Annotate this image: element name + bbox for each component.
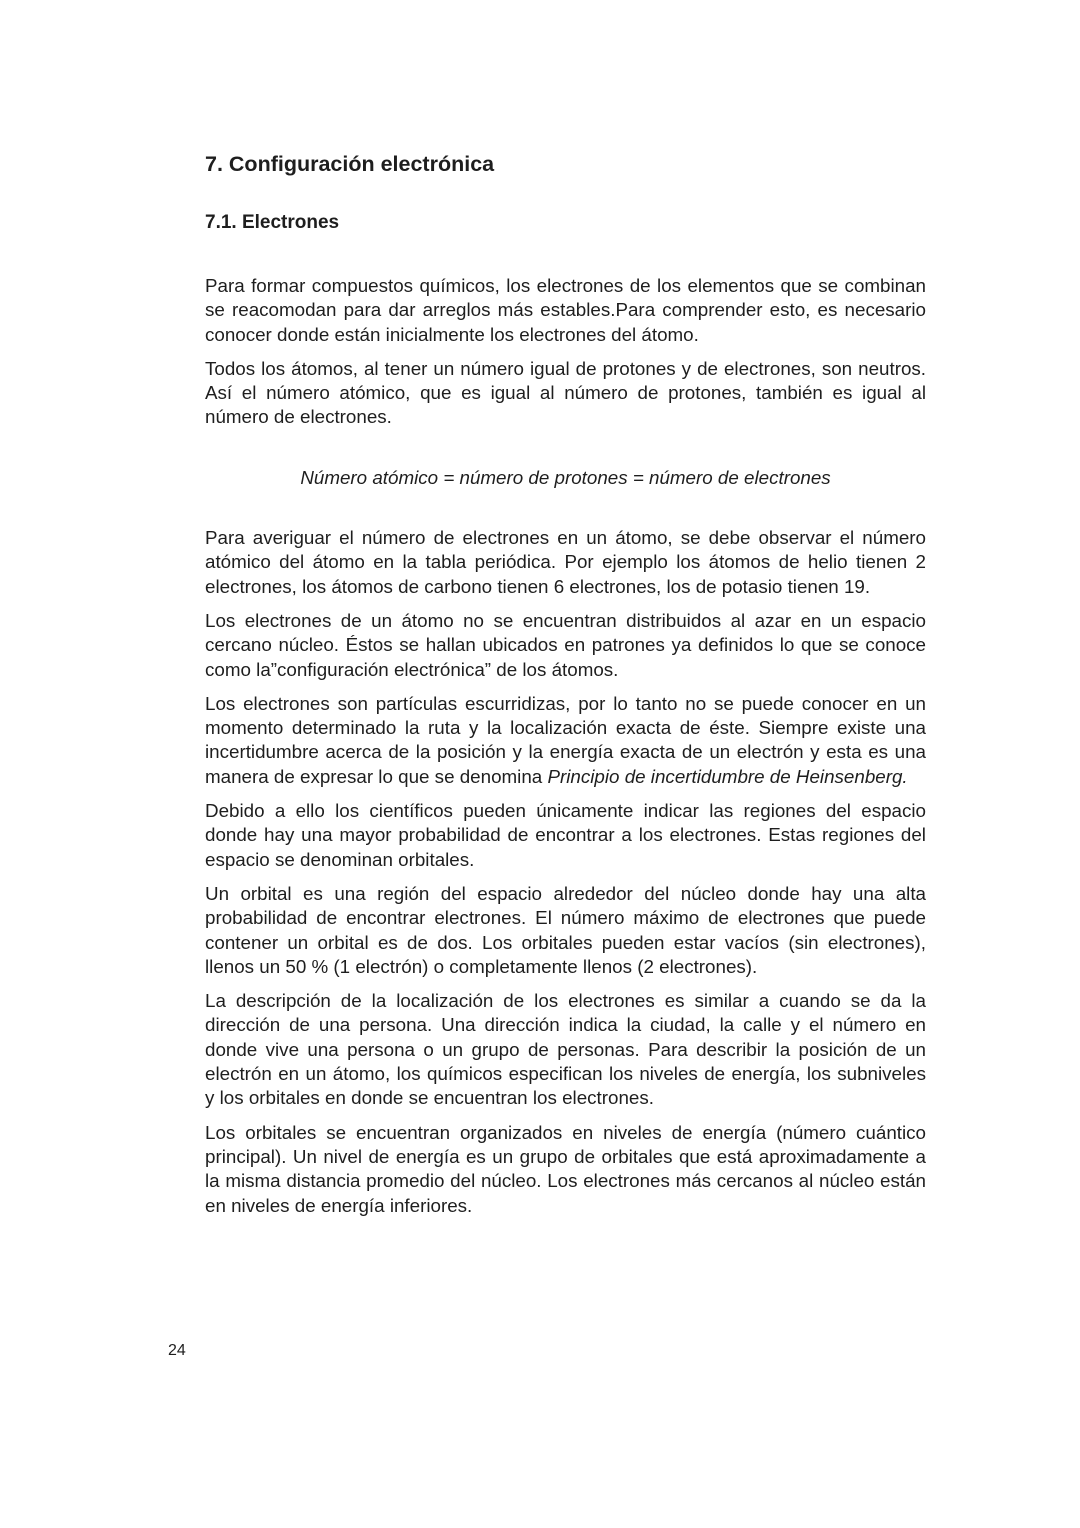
paragraph-5-italic-term: Principio de incertidumbre de Heinsenberg.: [547, 765, 908, 787]
section-heading: 7. Configuración electrónica: [205, 152, 495, 176]
subsection-heading: 7.1. Electrones: [205, 212, 340, 233]
paragraph-2: Todos los átomos, al tener un número igual de protones y de electrones, son neutros. Así el número atómico, que es igual al número de protones, también es igual al número de electrones.: [205, 357, 926, 428]
paragraph-7: Un orbital es una región del espacio alrededor del núcleo donde hay una alta probabilidad de encontrar electrones. El número máximo de electrones que puede contener un orbital es de dos. Los orbitales pueden estar vacíos (sin electrones), llenos un 50 % (1 electrón) o completamente llenos (2 electrones).: [205, 882, 926, 977]
page-content: [205, 150, 926, 1228]
paragraph-9: Los orbitales se encuentran organizados en niveles de energía (número cuántico principal). Un nivel de energía es un grupo de orbitales que está aproximadamente a la misma distancia promedio del núcleo. Los electrones más cercanos al núcleo están en niveles de energía inferiores.: [205, 1121, 926, 1216]
paragraph-6: Debido a ello los científicos pueden únicamente indicar las regiones del espacio donde hay una mayor probabilidad de encontrar a los electrones. Estas regiones del espacio se denominan orbitales.: [205, 800, 926, 870]
paragraph-8: La descripción de la localización de los electrones es similar a cuando se da la dirección de una persona. Una dirección indica la ciudad, la calle y el número en donde vive una persona o un grupo de personas. Para describir la posición de un electrón en un átomo, los químicos especifican los niveles de energía, los subniveles y los orbitales en donde se encuentran los electrones.: [205, 990, 926, 1109]
paragraph-5-text: Los electrones son partículas escurridizas, por lo tanto no se puede conocer en un momento determinado la ruta y la localización exacta de éste. Siempre existe una incertidumbre acerca de la posición y la energía exacta de un electrón y esta es una manera de expresar lo que se denomina: [205, 692, 926, 787]
body-text: [205, 274, 926, 1218]
paragraph-5: [205, 692, 926, 789]
paragraph-3: Para averiguar el número de electrones en un átomo, se debe observar el número atómico del átomo en la tabla periódica. Por ejemplo los átomos de helio tienen 2 electrones, los átomos de carbono tienen 6 electrones, los de potasio tienen 19.: [205, 527, 926, 597]
paragraph-1: Para formar compuestos químicos, los electrones de los elementos que se combinan se reacomodan para dar arreglos más estables.Para comprender esto, es necesario conocer donde están inicialmente los electrones del átomo.: [205, 275, 926, 345]
page-number: 24: [168, 1342, 186, 1359]
formula-line: Número atómico = número de protones = número de electrones: [300, 466, 831, 488]
paragraph-4: Los electrones de un átomo no se encuentran distribuidos al azar en un espacio cercano núcleo. Éstos se hallan ubicados en patrones ya definidos lo que se conoce como la”configuración electrónica” de los átomos.: [205, 609, 926, 680]
